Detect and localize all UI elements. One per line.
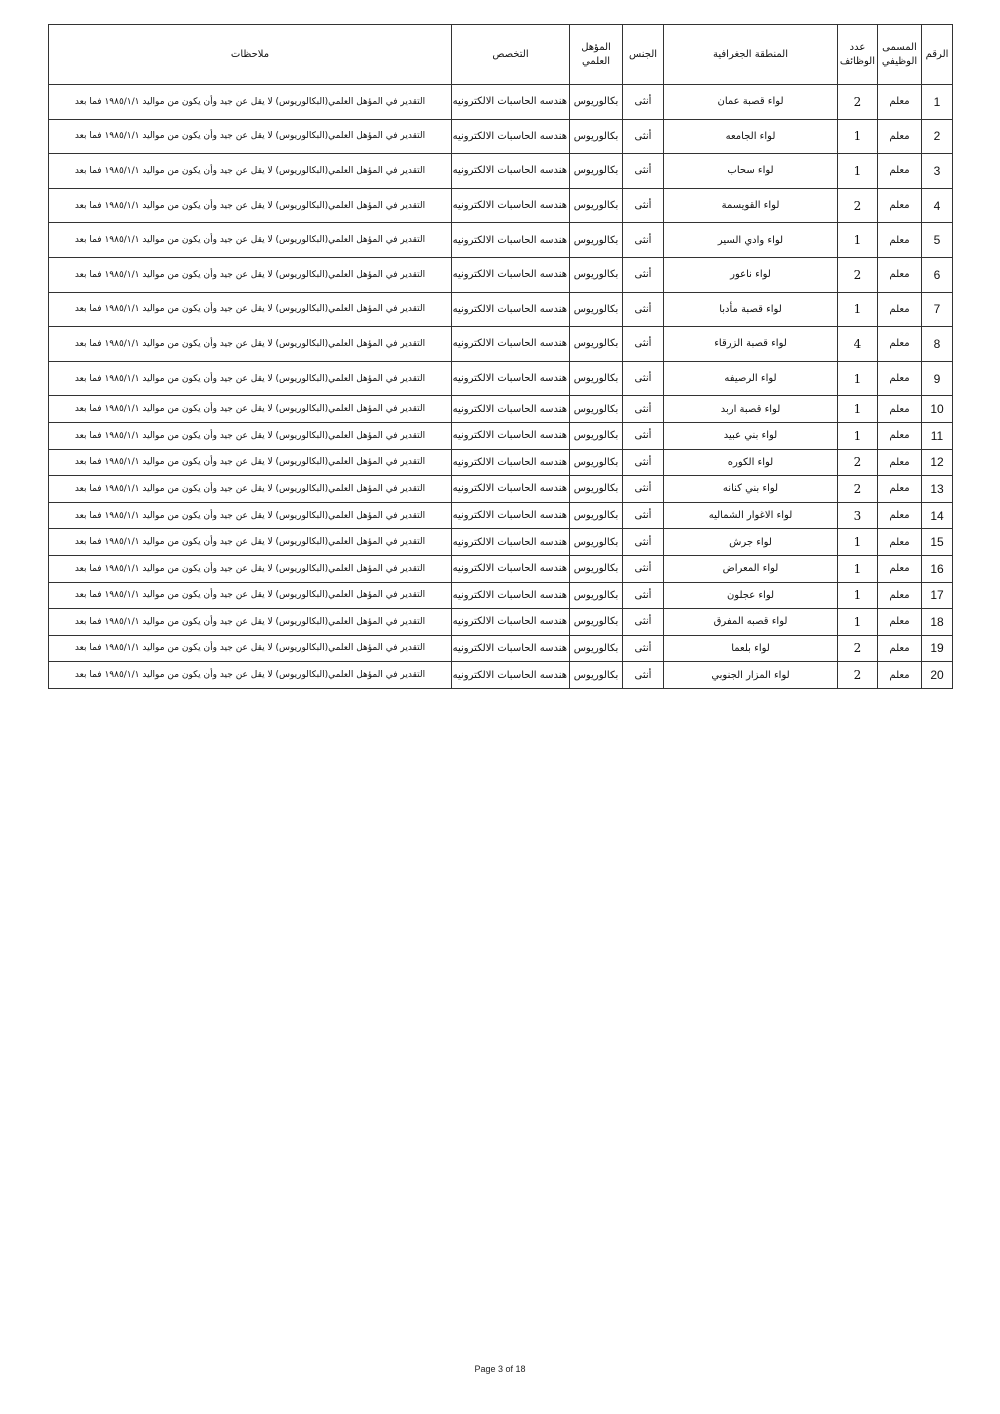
- cell-notes: التقدير في المؤهل العلمي(البكالوريوس) لا يقل عن جيد وأن يكون من مواليد ١٩٨٥/١/١ فما بعد: [49, 609, 452, 636]
- table-row: [49, 529, 953, 556]
- cell-num: 15: [922, 529, 953, 556]
- cell-gender: أنثى: [623, 662, 664, 689]
- cell-qualification: بكالوريوس: [570, 257, 623, 292]
- cell-specialty: هندسه الحاسبات الالكترونيه: [452, 555, 570, 582]
- cell-qualification: بكالوريوس: [570, 582, 623, 609]
- cell-specialty: هندسه الحاسبات الالكترونيه: [452, 635, 570, 662]
- cell-notes: التقدير في المؤهل العلمي(البكالوريوس) لا يقل عن جيد وأن يكون من مواليد ١٩٨٥/١/١ فما بعد: [49, 422, 452, 449]
- cell-specialty: هندسه الحاسبات الالكترونيه: [452, 449, 570, 476]
- cell-specialty: هندسه الحاسبات الالكترونيه: [452, 85, 570, 120]
- cell-region: لواء القويسمة: [664, 188, 838, 223]
- cell-specialty: هندسه الحاسبات الالكترونيه: [452, 662, 570, 689]
- cell-vacancy-count: 1: [838, 422, 878, 449]
- cell-region: لواء وادي السير: [664, 223, 838, 258]
- table-row: [49, 257, 953, 292]
- cell-job-title: معلم: [878, 361, 922, 396]
- table-row: [49, 476, 953, 503]
- table-row: [49, 582, 953, 609]
- header-specialty: التخصص: [452, 25, 570, 85]
- cell-region: لواء المعراض: [664, 555, 838, 582]
- cell-region: لواء جرش: [664, 529, 838, 556]
- cell-vacancy-count: 2: [838, 635, 878, 662]
- header-qualification: المؤهل العلمي: [570, 25, 623, 85]
- cell-num: 12: [922, 449, 953, 476]
- cell-qualification: بكالوريوس: [570, 529, 623, 556]
- cell-job-title: معلم: [878, 154, 922, 189]
- cell-gender: أنثى: [623, 223, 664, 258]
- cell-region: لواء قصبة اربد: [664, 396, 838, 423]
- cell-gender: أنثى: [623, 188, 664, 223]
- cell-num: 13: [922, 476, 953, 503]
- table-row: [49, 327, 953, 362]
- cell-job-title: معلم: [878, 257, 922, 292]
- cell-specialty: هندسه الحاسبات الالكترونيه: [452, 476, 570, 503]
- cell-specialty: هندسه الحاسبات الالكترونيه: [452, 257, 570, 292]
- cell-notes: التقدير في المؤهل العلمي(البكالوريوس) لا يقل عن جيد وأن يكون من مواليد ١٩٨٥/١/١ فما بعد: [49, 188, 452, 223]
- cell-gender: أنثى: [623, 609, 664, 636]
- cell-vacancy-count: 2: [838, 188, 878, 223]
- cell-gender: أنثى: [623, 154, 664, 189]
- cell-vacancy-count: 2: [838, 476, 878, 503]
- cell-qualification: بكالوريوس: [570, 476, 623, 503]
- table-row: [49, 555, 953, 582]
- cell-vacancy-count: 1: [838, 154, 878, 189]
- cell-num: 1: [922, 85, 953, 120]
- cell-qualification: بكالوريوس: [570, 635, 623, 662]
- cell-notes: التقدير في المؤهل العلمي(البكالوريوس) لا يقل عن جيد وأن يكون من مواليد ١٩٨٥/١/١ فما بعد: [49, 85, 452, 120]
- table-row: [49, 223, 953, 258]
- cell-specialty: هندسه الحاسبات الالكترونيه: [452, 327, 570, 362]
- cell-vacancy-count: 3: [838, 502, 878, 529]
- cell-qualification: بكالوريوس: [570, 327, 623, 362]
- cell-gender: أنثى: [623, 582, 664, 609]
- cell-region: لواء بني عبيد: [664, 422, 838, 449]
- cell-qualification: بكالوريوس: [570, 154, 623, 189]
- cell-notes: التقدير في المؤهل العلمي(البكالوريوس) لا يقل عن جيد وأن يكون من مواليد ١٩٨٥/١/١ فما بعد: [49, 476, 452, 503]
- cell-num: 7: [922, 292, 953, 327]
- cell-region: لواء عجلون: [664, 582, 838, 609]
- cell-specialty: هندسه الحاسبات الالكترونيه: [452, 396, 570, 423]
- table-row: [49, 422, 953, 449]
- cell-job-title: معلم: [878, 188, 922, 223]
- cell-job-title: معلم: [878, 85, 922, 120]
- cell-vacancy-count: 4: [838, 327, 878, 362]
- cell-specialty: هندسه الحاسبات الالكترونيه: [452, 502, 570, 529]
- cell-num: 6: [922, 257, 953, 292]
- cell-gender: أنثى: [623, 529, 664, 556]
- header-gender: الجنس: [623, 25, 664, 85]
- cell-job-title: معلم: [878, 582, 922, 609]
- cell-job-title: معلم: [878, 476, 922, 503]
- cell-num: 5: [922, 223, 953, 258]
- cell-region: لواء سحاب: [664, 154, 838, 189]
- cell-notes: التقدير في المؤهل العلمي(البكالوريوس) لا يقل عن جيد وأن يكون من مواليد ١٩٨٥/١/١ فما بعد: [49, 635, 452, 662]
- cell-qualification: بكالوريوس: [570, 609, 623, 636]
- table-row: [49, 154, 953, 189]
- cell-num: 11: [922, 422, 953, 449]
- table-header-row: [49, 25, 953, 85]
- cell-job-title: معلم: [878, 609, 922, 636]
- table-row: [49, 361, 953, 396]
- table-row: [49, 449, 953, 476]
- cell-region: لواء المزار الجنوبي: [664, 662, 838, 689]
- cell-qualification: بكالوريوس: [570, 119, 623, 154]
- cell-specialty: هندسه الحاسبات الالكترونيه: [452, 609, 570, 636]
- cell-qualification: بكالوريوس: [570, 662, 623, 689]
- cell-gender: أنثى: [623, 555, 664, 582]
- cell-gender: أنثى: [623, 635, 664, 662]
- cell-job-title: معلم: [878, 662, 922, 689]
- cell-region: لواء بلعما: [664, 635, 838, 662]
- cell-num: 20: [922, 662, 953, 689]
- header-num: الرقم: [922, 25, 953, 85]
- cell-specialty: هندسه الحاسبات الالكترونيه: [452, 154, 570, 189]
- cell-notes: التقدير في المؤهل العلمي(البكالوريوس) لا يقل عن جيد وأن يكون من مواليد ١٩٨٥/١/١ فما بعد: [49, 154, 452, 189]
- cell-notes: التقدير في المؤهل العلمي(البكالوريوس) لا يقل عن جيد وأن يكون من مواليد ١٩٨٥/١/١ فما بعد: [49, 449, 452, 476]
- cell-num: 10: [922, 396, 953, 423]
- cell-vacancy-count: 1: [838, 361, 878, 396]
- cell-num: 18: [922, 609, 953, 636]
- cell-qualification: بكالوريوس: [570, 223, 623, 258]
- cell-job-title: معلم: [878, 422, 922, 449]
- cell-num: 9: [922, 361, 953, 396]
- cell-region: لواء قصبة الزرقاء: [664, 327, 838, 362]
- table-row: [49, 662, 953, 689]
- cell-num: 8: [922, 327, 953, 362]
- cell-notes: التقدير في المؤهل العلمي(البكالوريوس) لا يقل عن جيد وأن يكون من مواليد ١٩٨٥/١/١ فما بعد: [49, 555, 452, 582]
- cell-qualification: بكالوريوس: [570, 502, 623, 529]
- table-row: [49, 119, 953, 154]
- cell-gender: أنثى: [623, 361, 664, 396]
- cell-gender: أنثى: [623, 257, 664, 292]
- cell-region: لواء بني كنانه: [664, 476, 838, 503]
- cell-vacancy-count: 1: [838, 223, 878, 258]
- cell-region: لواء قصبة عمان: [664, 85, 838, 120]
- cell-job-title: معلم: [878, 223, 922, 258]
- cell-region: لواء ناعور: [664, 257, 838, 292]
- cell-vacancy-count: 1: [838, 119, 878, 154]
- cell-qualification: بكالوريوس: [570, 85, 623, 120]
- cell-vacancy-count: 1: [838, 529, 878, 556]
- cell-notes: التقدير في المؤهل العلمي(البكالوريوس) لا يقل عن جيد وأن يكون من مواليد ١٩٨٥/١/١ فما بعد: [49, 662, 452, 689]
- cell-vacancy-count: 2: [838, 662, 878, 689]
- cell-vacancy-count: 2: [838, 449, 878, 476]
- table-row: [49, 609, 953, 636]
- table-body: [49, 85, 953, 689]
- header-notes: ملاحظات: [49, 25, 452, 85]
- cell-region: لواء الكوره: [664, 449, 838, 476]
- cell-specialty: هندسه الحاسبات الالكترونيه: [452, 119, 570, 154]
- table-row: [49, 85, 953, 120]
- cell-qualification: بكالوريوس: [570, 292, 623, 327]
- cell-region: لواء الاغوار الشماليه: [664, 502, 838, 529]
- cell-specialty: هندسه الحاسبات الالكترونيه: [452, 529, 570, 556]
- table-row: [49, 635, 953, 662]
- cell-qualification: بكالوريوس: [570, 188, 623, 223]
- cell-qualification: بكالوريوس: [570, 555, 623, 582]
- cell-notes: التقدير في المؤهل العلمي(البكالوريوس) لا يقل عن جيد وأن يكون من مواليد ١٩٨٥/١/١ فما بعد: [49, 582, 452, 609]
- cell-gender: أنثى: [623, 327, 664, 362]
- cell-gender: أنثى: [623, 119, 664, 154]
- cell-notes: التقدير في المؤهل العلمي(البكالوريوس) لا يقل عن جيد وأن يكون من مواليد ١٩٨٥/١/١ فما بعد: [49, 327, 452, 362]
- cell-specialty: هندسه الحاسبات الالكترونيه: [452, 223, 570, 258]
- cell-notes: التقدير في المؤهل العلمي(البكالوريوس) لا يقل عن جيد وأن يكون من مواليد ١٩٨٥/١/١ فما بعد: [49, 529, 452, 556]
- cell-job-title: معلم: [878, 529, 922, 556]
- cell-num: 3: [922, 154, 953, 189]
- cell-notes: التقدير في المؤهل العلمي(البكالوريوس) لا يقل عن جيد وأن يكون من مواليد ١٩٨٥/١/١ فما بعد: [49, 502, 452, 529]
- cell-num: 19: [922, 635, 953, 662]
- cell-vacancy-count: 2: [838, 85, 878, 120]
- cell-specialty: هندسه الحاسبات الالكترونيه: [452, 582, 570, 609]
- cell-gender: أنثى: [623, 449, 664, 476]
- cell-vacancy-count: 1: [838, 292, 878, 327]
- header-region: المنطقة الجغرافية: [664, 25, 838, 85]
- cell-vacancy-count: 1: [838, 609, 878, 636]
- cell-qualification: بكالوريوس: [570, 396, 623, 423]
- header-vacancy-count: عدد الوظائف: [838, 25, 878, 85]
- cell-vacancy-count: 2: [838, 257, 878, 292]
- table-row: [49, 188, 953, 223]
- cell-gender: أنثى: [623, 422, 664, 449]
- page-number: Page 3 of 18: [474, 1364, 526, 1374]
- cell-vacancy-count: 1: [838, 396, 878, 423]
- cell-notes: التقدير في المؤهل العلمي(البكالوريوس) لا يقل عن جيد وأن يكون من مواليد ١٩٨٥/١/١ فما بعد: [49, 223, 452, 258]
- cell-notes: التقدير في المؤهل العلمي(البكالوريوس) لا يقل عن جيد وأن يكون من مواليد ١٩٨٥/١/١ فما بعد: [49, 292, 452, 327]
- cell-job-title: معلم: [878, 449, 922, 476]
- cell-specialty: هندسه الحاسبات الالكترونيه: [452, 422, 570, 449]
- cell-region: لواء الرصيفه: [664, 361, 838, 396]
- cell-job-title: معلم: [878, 555, 922, 582]
- cell-job-title: معلم: [878, 292, 922, 327]
- cell-gender: أنثى: [623, 502, 664, 529]
- cell-num: 2: [922, 119, 953, 154]
- cell-job-title: معلم: [878, 502, 922, 529]
- cell-job-title: معلم: [878, 396, 922, 423]
- cell-vacancy-count: 1: [838, 555, 878, 582]
- cell-gender: أنثى: [623, 292, 664, 327]
- cell-region: لواء قصبة مأدبا: [664, 292, 838, 327]
- cell-num: 4: [922, 188, 953, 223]
- table-row: [49, 292, 953, 327]
- cell-num: 16: [922, 555, 953, 582]
- cell-specialty: هندسه الحاسبات الالكترونيه: [452, 292, 570, 327]
- vacancies-table: [48, 24, 953, 689]
- cell-num: 14: [922, 502, 953, 529]
- cell-gender: أنثى: [623, 476, 664, 503]
- cell-job-title: معلم: [878, 635, 922, 662]
- table-row: [49, 502, 953, 529]
- header-job-title: المسمى الوظيفي: [878, 25, 922, 85]
- cell-qualification: بكالوريوس: [570, 422, 623, 449]
- cell-notes: التقدير في المؤهل العلمي(البكالوريوس) لا يقل عن جيد وأن يكون من مواليد ١٩٨٥/١/١ فما بعد: [49, 361, 452, 396]
- cell-region: لواء الجامعه: [664, 119, 838, 154]
- cell-vacancy-count: 1: [838, 582, 878, 609]
- cell-job-title: معلم: [878, 119, 922, 154]
- cell-qualification: بكالوريوس: [570, 361, 623, 396]
- cell-qualification: بكالوريوس: [570, 449, 623, 476]
- cell-specialty: هندسه الحاسبات الالكترونيه: [452, 361, 570, 396]
- cell-gender: أنثى: [623, 85, 664, 120]
- cell-region: لواء قصبه المفرق: [664, 609, 838, 636]
- cell-notes: التقدير في المؤهل العلمي(البكالوريوس) لا يقل عن جيد وأن يكون من مواليد ١٩٨٥/١/١ فما بعد: [49, 396, 452, 423]
- cell-notes: التقدير في المؤهل العلمي(البكالوريوس) لا يقل عن جيد وأن يكون من مواليد ١٩٨٥/١/١ فما بعد: [49, 257, 452, 292]
- table-row: [49, 396, 953, 423]
- cell-job-title: معلم: [878, 327, 922, 362]
- cell-gender: أنثى: [623, 396, 664, 423]
- cell-num: 17: [922, 582, 953, 609]
- cell-notes: التقدير في المؤهل العلمي(البكالوريوس) لا يقل عن جيد وأن يكون من مواليد ١٩٨٥/١/١ فما بعد: [49, 119, 452, 154]
- cell-specialty: هندسه الحاسبات الالكترونيه: [452, 188, 570, 223]
